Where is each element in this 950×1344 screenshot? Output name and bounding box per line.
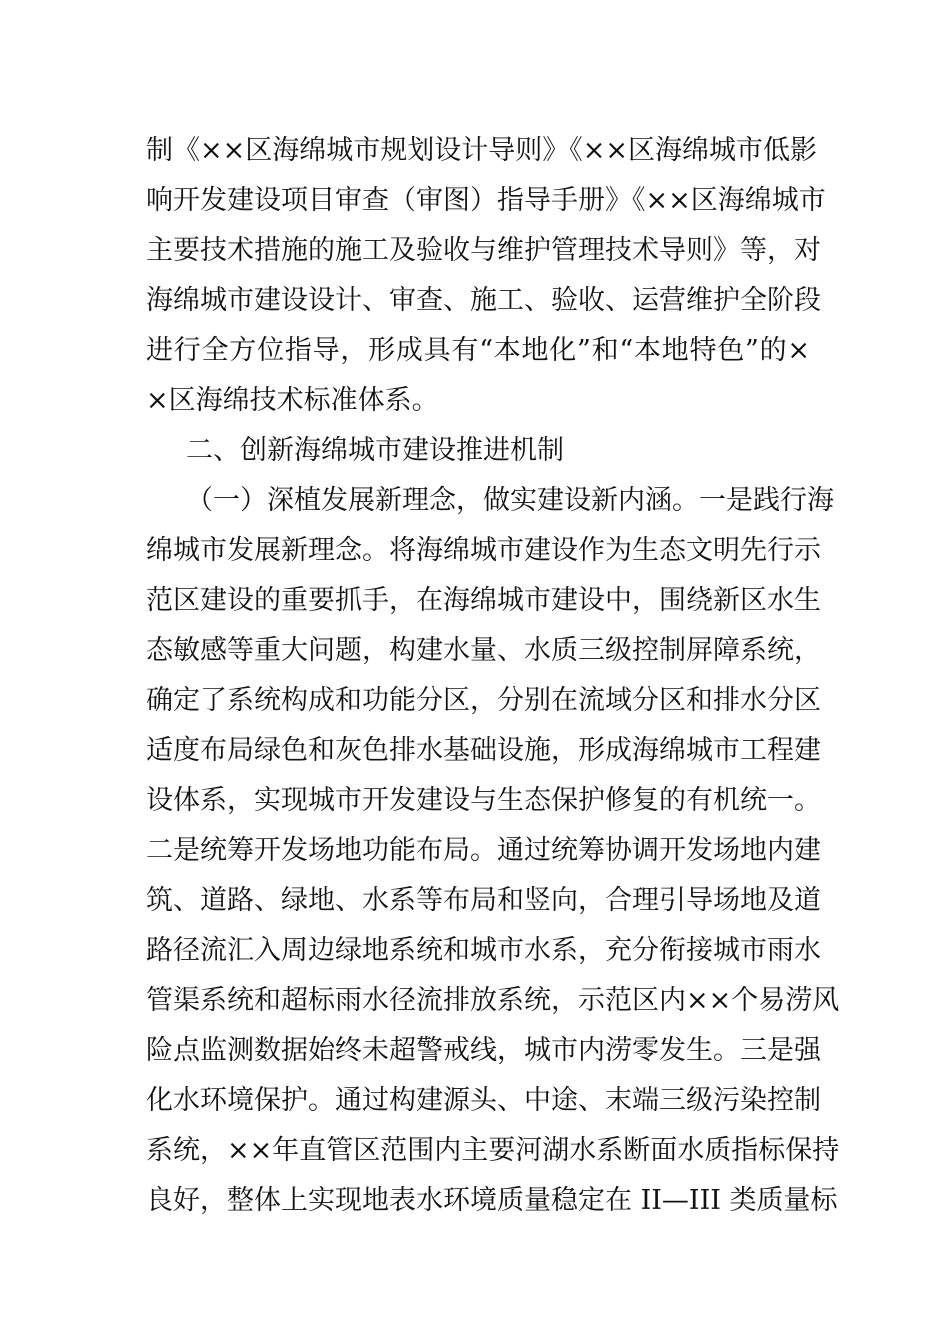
paragraph-line: 范区建设的重要抓手，在海绵城市建设中，围绕新区水生	[146, 585, 821, 616]
paragraph-line: 主要技术措施的施工及验收与维护管理技术导则》等，对	[146, 235, 821, 266]
paragraph-line: 良好，整体上实现地表水环境质量稳定在 II—III 类质量标	[146, 1185, 838, 1216]
paragraph-line: 绵城市发展新理念。将海绵城市建设作为生态文明先行示	[146, 535, 821, 566]
paragraph-line: 确定了系统构成和功能分区，分别在流域分区和排水分区	[146, 685, 821, 716]
paragraph-line: 险点监测数据始终未超警戒线，城市内涝零发生。三是强	[146, 1035, 821, 1066]
paragraph-line: 态敏感等重大问题，构建水量、水质三级控制屏障系统，	[146, 635, 821, 666]
paragraph-line: 管渠系统和超标雨水径流排放系统，示范区内××个易涝风	[146, 985, 840, 1016]
paragraph-line: （一）深植发展新理念，做实建设新内涵。一是践行海	[186, 485, 834, 516]
paragraph-line: 二是统筹开发场地功能布局。通过统筹协调开发场地内建	[146, 835, 821, 866]
paragraph-line: 设体系，实现城市开发建设与生态保护修复的有机统一。	[146, 785, 821, 816]
paragraph-line: 进行全方位指导，形成具有“本地化”和“本地特色”的×	[146, 335, 810, 366]
section-heading: 二、创新海绵城市建设推进机制	[186, 435, 564, 466]
paragraph-line: 海绵城市建设设计、审查、施工、验收、运营维护全阶段	[146, 285, 821, 316]
paragraph-line: 筑、道路、绿地、水系等布局和竖向，合理引导场地及道	[146, 885, 821, 916]
paragraph-line: ×区海绵技术标准体系。	[146, 385, 439, 416]
paragraph-line: 路径流汇入周边绿地系统和城市水系，充分衔接城市雨水	[146, 935, 821, 966]
paragraph-line: 系统，××年直管区范围内主要河湖水系断面水质指标保持	[146, 1135, 840, 1166]
paragraph-line: 适度布局绿色和灰色排水基础设施，形成海绵城市工程建	[146, 735, 821, 766]
paragraph-line: 响开发建设项目审查（审图）指导手册》《××区海绵城市	[146, 185, 826, 216]
paragraph-line: 制《××区海绵城市规划设计导则》《××区海绵城市低影	[146, 135, 817, 166]
paragraph-line: 化水环境保护。通过构建源头、中途、末端三级污染控制	[146, 1085, 821, 1116]
